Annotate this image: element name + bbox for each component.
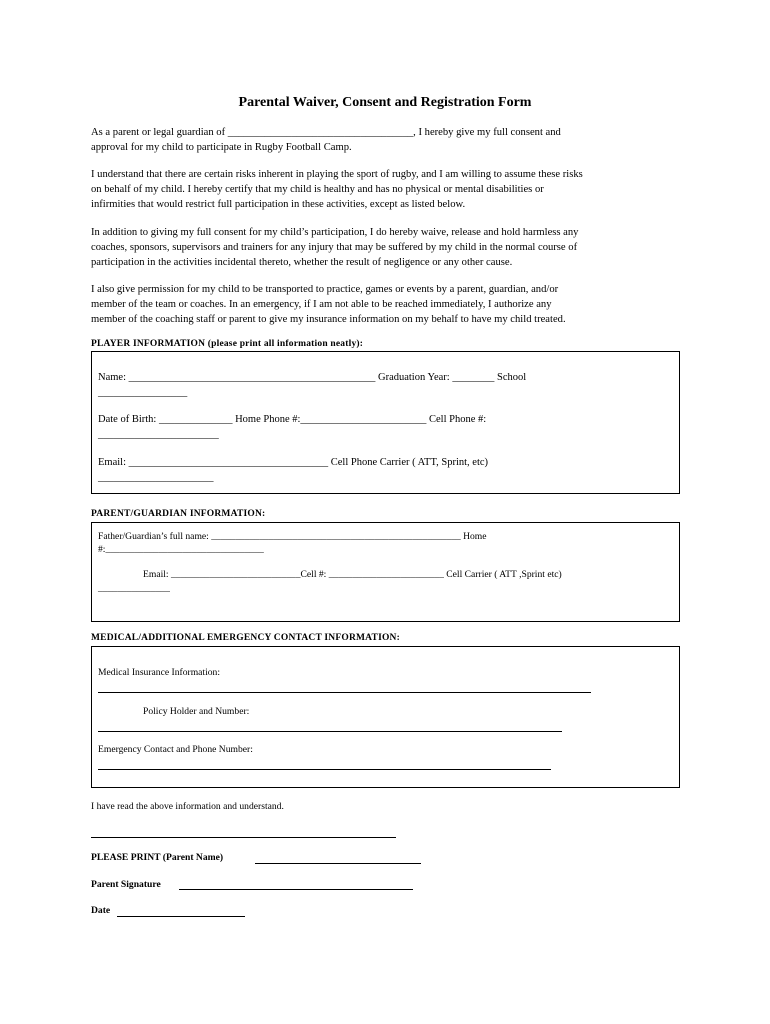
date-line[interactable] — [117, 916, 245, 917]
waiver-paragraph — [91, 225, 691, 270]
transport-paragraph — [91, 282, 691, 327]
policy-input-line[interactable] — [98, 731, 562, 732]
paragraph-line: coaches, sponsors, supervisors and trainers for any injury that may be suffered by my child in the normal course of — [91, 242, 578, 253]
parent-info-heading: PARENT/GUARDIAN INFORMATION: — [91, 509, 266, 519]
player-info-box — [91, 351, 680, 494]
acknowledge-text: I have read the above information and understand. — [91, 801, 284, 812]
paragraph-line: As a parent or legal guardian of ___________________________________, I hereby give my full consent and — [91, 127, 561, 138]
paragraph-line: participation in the activities incidental thereto, whether the result of negligence or any other cause. — [91, 257, 513, 268]
policy-label: Policy Holder and Number: — [143, 706, 250, 717]
parent-name-line[interactable]: Father/Guardian’s full name: ____________________________________________________ Home — [98, 531, 487, 542]
risk-paragraph — [91, 167, 691, 212]
medical-info-heading: MEDICAL/ADDITIONAL EMERGENCY CONTACT INFORMATION: — [91, 633, 400, 643]
player-school-field[interactable]: _________________ — [98, 387, 188, 398]
medical-info-box — [91, 646, 680, 788]
player-email-line[interactable]: Email: ______________________________________ Cell Phone Carrier ( ATT, Sprint, etc) — [98, 457, 489, 468]
print-name-line[interactable] — [255, 863, 421, 864]
parent-info-box — [91, 522, 680, 622]
paragraph-line: I also give permission for my child to be transported to practice, games or events by a parent, guardian, and/or — [91, 284, 559, 295]
page-title: Parental Waiver, Consent and Registration Form — [238, 95, 532, 110]
paragraph-line: In addition to giving my full consent for my child’s participation, I do hereby waive, release and hold harmless any — [91, 227, 579, 238]
paragraph-line: member of the team or coaches. In an emergency, if I am not able to be reached immediately, I authorize any — [91, 299, 552, 310]
consent-paragraph — [91, 125, 691, 155]
signature-label: Parent Signature — [91, 879, 161, 890]
date-label: Date — [91, 905, 111, 916]
parent-home-field[interactable]: #:_________________________________ — [98, 544, 264, 555]
signature-line[interactable] — [179, 889, 413, 890]
parent-carrier-field[interactable]: _______________ — [98, 583, 170, 594]
paragraph-line: approval for my child to participate in Rugby Football Camp. — [91, 142, 352, 153]
player-name-line[interactable]: Name: _______________________________________________ Graduation Year: ________ School — [98, 372, 527, 383]
paragraph-line: on behalf of my child. I hereby certify that my child is healthy and has no physical or mental disabilities or — [91, 184, 544, 195]
player-carrier-field[interactable]: ______________________ — [98, 472, 214, 483]
player-dob-phone-line[interactable]: Date of Birth: ______________ Home Phone #:________________________ Cell Phone #: — [98, 414, 487, 425]
paragraph-line: infirmities that would restrict full participation in these activities, except as listed below. — [91, 199, 466, 210]
print-name-label: PLEASE PRINT (Parent Name) — [91, 852, 224, 863]
insurance-input-line[interactable] — [98, 692, 591, 693]
insurance-label: Medical Insurance Information: — [98, 667, 221, 678]
parent-email-cell-line[interactable]: Email: ___________________________Cell #: ________________________ Cell Carrier ( ATT ,Sprint etc) — [143, 569, 562, 580]
acknowledge-signature-line[interactable] — [91, 837, 396, 838]
player-cell-field[interactable]: _______________________ — [98, 429, 219, 440]
paragraph-line: member of the coaching staff or parent to give my insurance information on my behalf to have my child treated. — [91, 314, 566, 325]
paragraph-line: I understand that there are certain risks inherent in playing the sport of rugby, and I am willing to assume these risks — [91, 169, 583, 180]
player-info-heading: PLAYER INFORMATION (please print all information neatly): — [91, 339, 364, 349]
emergency-contact-input-line[interactable] — [98, 769, 551, 770]
emergency-contact-label: Emergency Contact and Phone Number: — [98, 744, 253, 755]
